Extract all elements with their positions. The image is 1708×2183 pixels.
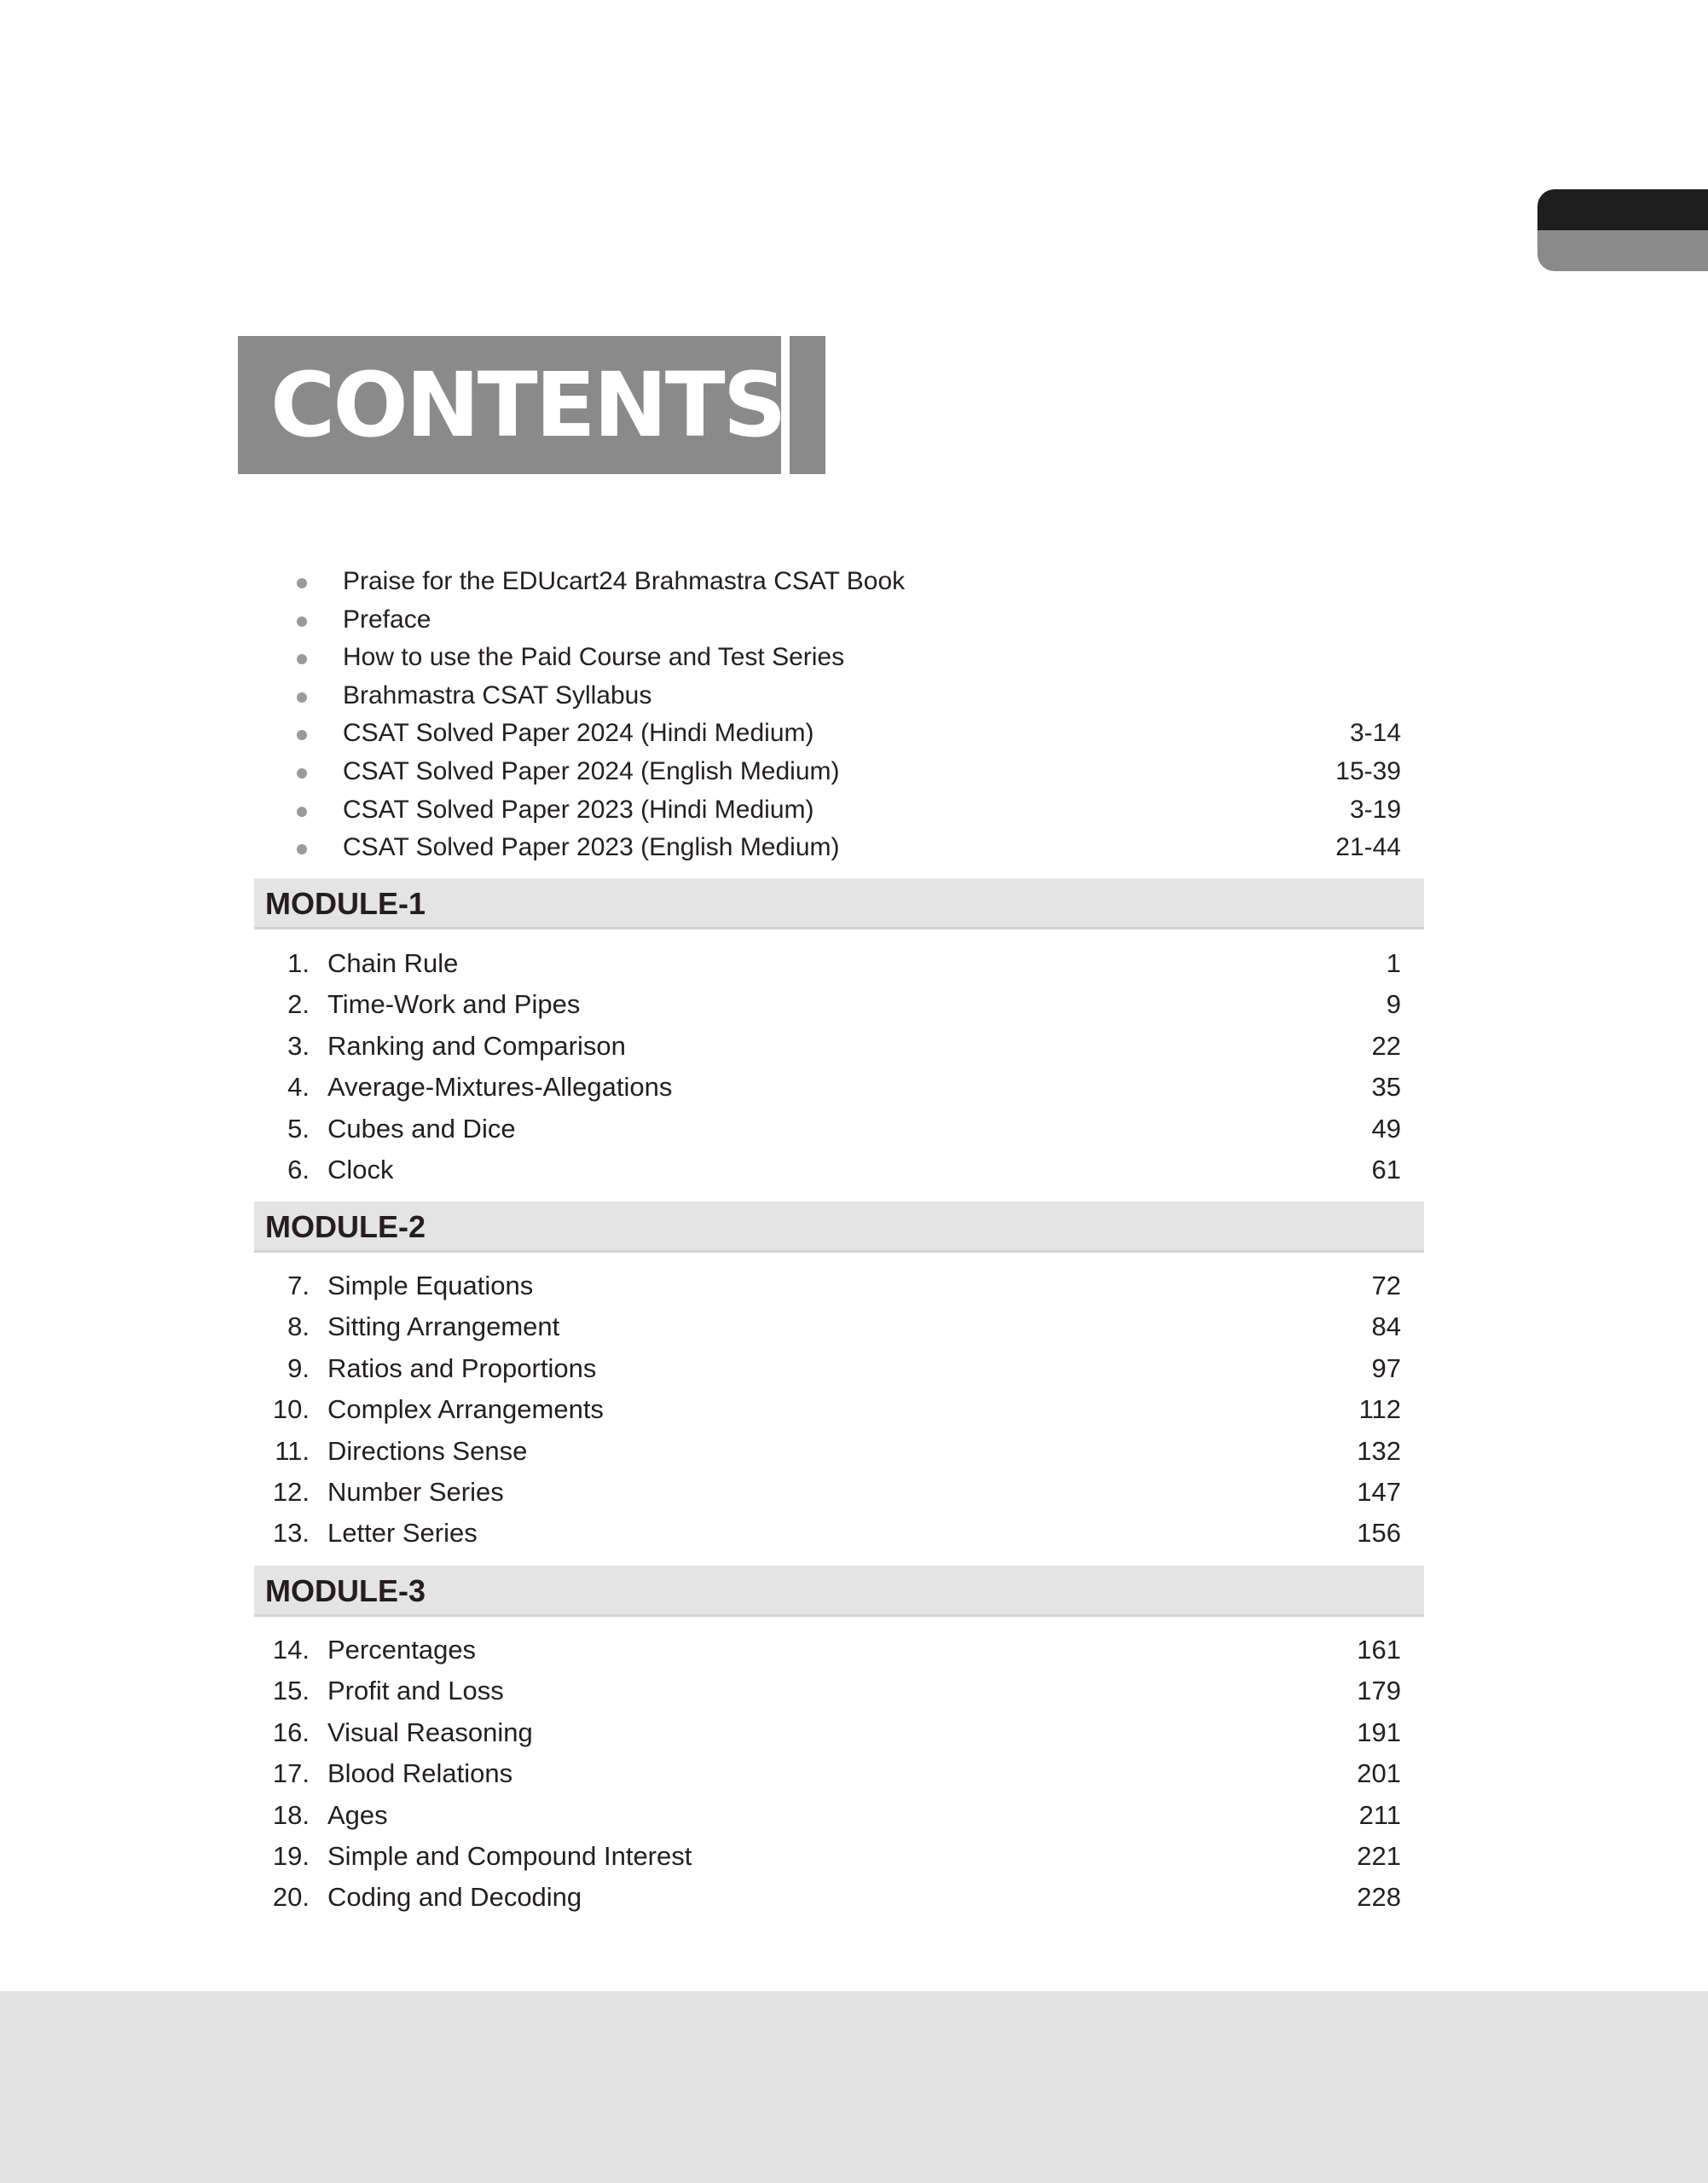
front-matter-label: Preface xyxy=(343,605,431,634)
front-matter-pages: 3-14 xyxy=(1349,719,1401,748)
chapter-number: 16. xyxy=(272,1717,310,1747)
chapter-number: 1. xyxy=(287,948,310,978)
corner-tab-dark xyxy=(1537,189,1708,230)
chapter-row[interactable] xyxy=(254,1265,1424,1306)
front-matter-label: Brahmastra CSAT Syllabus xyxy=(343,680,652,709)
chapter-page: 201 xyxy=(1357,1758,1401,1789)
chapter-number: 15. xyxy=(272,1676,310,1706)
page-title: CONTENTS xyxy=(238,336,781,474)
bullet-icon xyxy=(297,692,307,703)
chapter-number: 9. xyxy=(287,1352,310,1383)
chapter-page: 161 xyxy=(1357,1635,1401,1665)
chapter-row[interactable] xyxy=(254,1472,1424,1513)
chapter-title: Directions Sense xyxy=(327,1435,528,1466)
bullet-icon xyxy=(297,578,307,588)
chapter-page: 72 xyxy=(1371,1271,1401,1300)
chapter-page: 35 xyxy=(1371,1072,1401,1103)
module-header: MODULE-1 xyxy=(254,878,1424,929)
footer-band xyxy=(0,1991,1708,2183)
chapter-number: 14. xyxy=(272,1635,310,1665)
chapter-title: Ranking and Comparison xyxy=(327,1030,626,1061)
chapter-row[interactable] xyxy=(254,1836,1424,1877)
chapter-row[interactable] xyxy=(254,1795,1424,1836)
chapter-title: Time-Work and Pipes xyxy=(327,989,581,1020)
chapter-number: 11. xyxy=(275,1435,310,1466)
chapter-page: 147 xyxy=(1357,1476,1401,1507)
chapter-page: 49 xyxy=(1371,1113,1401,1144)
bullet-icon xyxy=(297,654,307,664)
chapter-number: 4. xyxy=(287,1072,310,1103)
chapter-title: Ratios and Proportions xyxy=(327,1352,597,1383)
chapter-row[interactable] xyxy=(254,1149,1424,1190)
front-matter-item[interactable] xyxy=(290,791,1416,830)
chapter-number: 20. xyxy=(272,1882,310,1913)
front-matter-label: CSAT Solved Paper 2023 (English Medium) xyxy=(343,833,840,862)
chapter-row[interactable] xyxy=(254,1348,1424,1389)
chapter-list xyxy=(254,1265,1424,1555)
chapter-row[interactable] xyxy=(254,943,1424,984)
chapter-page: 97 xyxy=(1371,1352,1401,1383)
front-matter-label: CSAT Solved Paper 2024 (English Medium) xyxy=(343,756,840,785)
bullet-icon xyxy=(297,807,307,817)
front-matter-label: CSAT Solved Paper 2023 (Hindi Medium) xyxy=(343,795,814,824)
chapter-number: 19. xyxy=(272,1840,310,1871)
chapter-title: Cubes and Dice xyxy=(327,1113,516,1144)
front-matter-item[interactable] xyxy=(290,601,1416,640)
chapter-row[interactable] xyxy=(254,1389,1424,1430)
chapter-page: 84 xyxy=(1371,1312,1401,1342)
chapter-title: Profit and Loss xyxy=(327,1676,504,1706)
chapter-number: 3. xyxy=(287,1030,310,1061)
chapter-page: 9 xyxy=(1386,989,1401,1020)
bullet-icon xyxy=(297,844,307,854)
chapter-row[interactable] xyxy=(254,1877,1424,1918)
front-matter-pages: 15-39 xyxy=(1335,756,1401,785)
front-matter-list xyxy=(290,563,1416,867)
chapter-number: 5. xyxy=(287,1113,310,1144)
chapter-number: 17. xyxy=(272,1758,310,1789)
chapter-number: 7. xyxy=(287,1271,310,1300)
chapter-row[interactable] xyxy=(254,1513,1424,1554)
contents-banner xyxy=(238,336,825,474)
chapter-title: Blood Relations xyxy=(327,1758,513,1789)
chapter-number: 18. xyxy=(272,1799,310,1830)
chapter-title: Number Series xyxy=(327,1476,504,1507)
chapter-title: Chain Rule xyxy=(327,948,459,978)
corner-tab-grey xyxy=(1537,230,1708,271)
chapter-number: 6. xyxy=(287,1154,310,1184)
chapter-number: 13. xyxy=(272,1518,310,1549)
chapter-page: 22 xyxy=(1371,1030,1401,1061)
front-matter-label: How to use the Paid Course and Test Series xyxy=(343,643,845,672)
chapter-title: Coding and Decoding xyxy=(327,1882,582,1913)
chapter-row[interactable] xyxy=(254,1026,1424,1067)
chapter-row[interactable] xyxy=(254,1630,1424,1671)
front-matter-pages: 21-44 xyxy=(1335,833,1401,862)
banner-accent-bar xyxy=(790,336,825,474)
chapter-number: 2. xyxy=(287,989,310,1020)
chapter-row[interactable] xyxy=(254,1671,1424,1711)
front-matter-item[interactable] xyxy=(290,829,1416,867)
chapter-title: Simple and Compound Interest xyxy=(327,1840,692,1871)
chapter-row[interactable] xyxy=(254,1753,1424,1794)
chapter-row[interactable] xyxy=(254,1431,1424,1472)
chapter-page: 211 xyxy=(1358,1799,1401,1830)
chapter-list xyxy=(254,943,1424,1190)
front-matter-item[interactable] xyxy=(290,753,1416,791)
bullet-icon xyxy=(297,617,307,627)
chapter-title: Letter Series xyxy=(327,1518,478,1549)
chapter-number: 8. xyxy=(287,1312,310,1342)
chapter-page: 191 xyxy=(1357,1717,1401,1747)
module-header: MODULE-3 xyxy=(254,1566,1424,1617)
chapter-title: Simple Equations xyxy=(327,1271,534,1300)
bullet-icon xyxy=(297,730,307,740)
chapter-page: 228 xyxy=(1357,1882,1401,1913)
chapter-page: 1 xyxy=(1386,948,1401,978)
chapter-row[interactable] xyxy=(254,1067,1424,1108)
front-matter-label: CSAT Solved Paper 2024 (Hindi Medium) xyxy=(343,719,814,748)
chapter-page: 112 xyxy=(1358,1394,1401,1425)
chapter-page: 179 xyxy=(1357,1676,1401,1706)
chapter-list xyxy=(254,1630,1424,1919)
chapter-number: 10. xyxy=(272,1394,310,1425)
chapter-title: Sitting Arrangement xyxy=(327,1312,560,1342)
chapter-title: Ages xyxy=(327,1799,388,1830)
front-matter-item[interactable] xyxy=(290,715,1416,753)
chapter-number: 12. xyxy=(272,1476,310,1507)
bullet-icon xyxy=(297,768,307,779)
chapter-row[interactable] xyxy=(254,984,1424,1025)
chapter-title: Visual Reasoning xyxy=(327,1717,533,1747)
chapter-title: Percentages xyxy=(327,1635,477,1665)
chapter-row[interactable] xyxy=(254,1712,1424,1753)
chapter-page: 221 xyxy=(1357,1840,1401,1871)
chapter-title: Clock xyxy=(327,1154,394,1184)
front-matter-item[interactable] xyxy=(290,639,1416,677)
chapter-page: 132 xyxy=(1357,1435,1401,1466)
front-matter-pages: 3-19 xyxy=(1349,795,1401,824)
chapter-title: Average-Mixtures-Allegations xyxy=(327,1072,673,1103)
chapter-page: 156 xyxy=(1357,1518,1401,1549)
chapter-title: Complex Arrangements xyxy=(327,1394,604,1425)
module-header: MODULE-2 xyxy=(254,1202,1424,1253)
front-matter-label: Praise for the EDUcart24 Brahmastra CSAT Book xyxy=(343,567,906,595)
chapter-row[interactable] xyxy=(254,1109,1424,1149)
front-matter-item[interactable] xyxy=(290,563,1416,601)
chapter-row[interactable] xyxy=(254,1306,1424,1347)
chapter-page: 61 xyxy=(1371,1154,1401,1184)
front-matter-item[interactable] xyxy=(290,677,1416,715)
